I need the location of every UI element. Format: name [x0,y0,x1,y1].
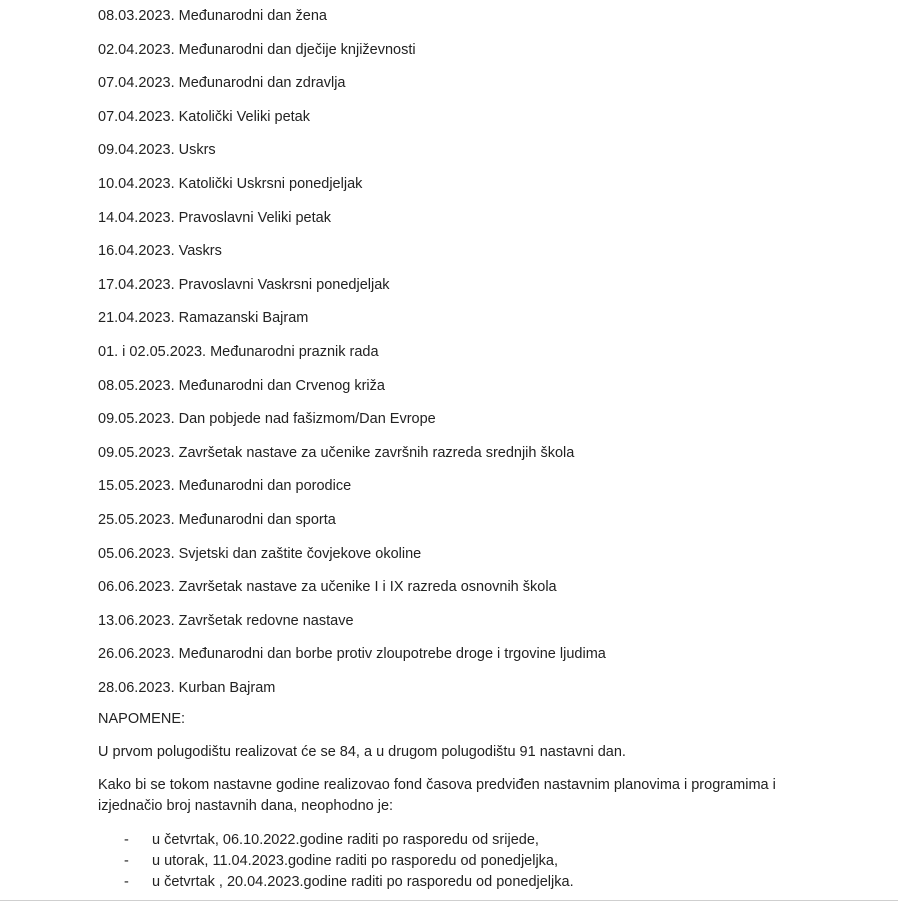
calendar-entry: 17.04.2023. Pravoslavni Vaskrsni ponedjeljak [98,276,390,293]
calendar-entry: 09.04.2023. Uskrs [98,142,216,159]
calendar-entry: 02.04.2023. Međunarodni dan dječije književnosti [98,41,416,58]
bullet-text: u četvrtak, 06.10.2022.godine raditi po rasporedu od srijede, [152,832,539,848]
calendar-entry: 14.04.2023. Pravoslavni Veliki petak [98,209,331,226]
calendar-entry: 16.04.2023. Vaskrs [98,243,222,260]
notes-bullet-item [124,830,574,851]
calendar-entry: 09.05.2023. Završetak nastave za učenike završnih razreda srednjih škola [98,444,575,461]
bullet-text: u utorak, 11.04.2023.godine raditi po rasporedu od ponedjeljka, [152,853,559,869]
notes-paragraph-requirements: Kako bi se tokom nastavne godine realizovao fond časova predviđen nastavnim planovima i programima i izjednačio broj nastavnih dana, neophodno je: [98,777,776,814]
calendar-entry: 09.05.2023. Dan pobjede nad fašizmom/Dan Evrope [98,411,436,428]
notes-paragraph-teaching-days: U prvom polugodištu realizovat će se 84, a u drugom polugodištu 91 nastavni dan. [98,744,626,760]
calendar-entry: 08.03.2023. Međunarodni dan žena [98,8,327,24]
calendar-entry: 26.06.2023. Međunarodni dan borbe protiv zloupotrebe droge i trgovine ljudima [98,646,606,663]
calendar-entry: 05.06.2023. Svjetski dan zaštite čovjekove okoline [98,545,422,562]
notes-heading: NAPOMENE: [98,711,186,727]
notes-bullet-item [124,851,574,872]
calendar-entry: 06.06.2023. Završetak nastave za učenike I i IX razreda osnovnih škola [98,579,557,596]
calendar-entry: 01. i 02.05.2023. Međunarodni praznik rada [98,343,379,360]
calendar-entry: 13.06.2023. Završetak redovne nastave [98,612,354,629]
calendar-entry: 08.05.2023. Međunarodni dan Crvenog križa [98,377,385,394]
bullet-dash: - [124,874,129,890]
calendar-entry: 28.06.2023. Kurban Bajram [98,679,276,696]
calendar-entry: 15.05.2023. Međunarodni dan porodice [98,478,352,495]
bullet-dash: - [124,832,129,848]
notes-bullet-item [124,872,574,893]
calendar-entry: 07.04.2023. Međunarodni dan zdravlja [98,75,346,92]
calendar-entry: 07.04.2023. Katolički Veliki petak [98,108,310,125]
page-bottom-divider [0,900,898,901]
bullet-dash: - [124,853,129,869]
calendar-entry: 21.04.2023. Ramazanski Bajram [98,310,309,327]
calendar-entry: 25.05.2023. Međunarodni dan sporta [98,511,336,528]
calendar-entries-list [98,6,606,711]
calendar-entry: 10.04.2023. Katolički Uskrsni ponedjeljak [98,175,363,192]
notes-bullet-list [124,830,574,893]
bullet-text: u četvrtak , 20.04.2023.godine raditi po rasporedu od ponedjeljka. [152,874,574,890]
